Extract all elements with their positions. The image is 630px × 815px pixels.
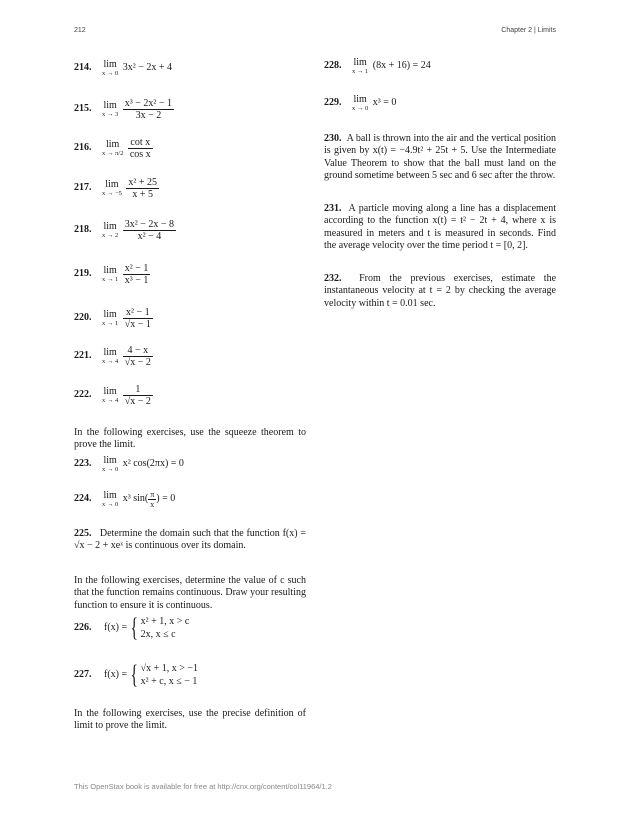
case-1: x² + 1, x > c [140,616,190,627]
limit-operator: lim x → 1 [102,265,119,283]
limit-expression: x³ = 0 [372,97,397,109]
exercise-number: 222. [74,389,92,401]
limit-operator: lim x → 4 [102,386,119,404]
exercise-229 [324,95,396,112]
case-2: 2x, x ≤ c [140,629,176,640]
exercise-number: 215. [74,103,92,115]
fraction: $\frac{\text{cot x}}{\text{cos x}}$ [129,137,151,160]
brace: { [130,613,138,642]
chapter-header: Chapter 2 | Limits [501,27,556,34]
limit-operator: lim x → 1 [352,57,369,75]
limit-operator: lim x → 0 [102,490,119,508]
exercise-number: 218. [74,224,92,236]
exercise-number: 232. [324,273,342,284]
limit-expression: (8x + 16) = 24 [372,60,431,72]
exercise-number: 217. [74,182,92,194]
function-lhs: f(x) = [104,668,128,680]
exercise-216 [74,137,153,160]
exercise-223 [74,456,184,473]
exercise-number: 216. [74,142,92,154]
exercise-number: 229. [324,97,342,109]
exercise-number: 227. [74,668,92,680]
exercise-214 [74,60,172,77]
fraction: $\frac{\pi}{x}$ [150,490,155,509]
limit-operator: lim x → 0 [102,59,119,77]
exercise-224 [74,490,175,509]
exercise-222 [74,384,153,407]
exercise-number: 225. [74,528,92,539]
fraction: $\frac{4 - x}{√x - 2}$ [124,345,151,368]
exercise-text-b: is continuous over its domain. [125,540,246,552]
exercise-226 [74,615,189,641]
exercise-number: 219. [74,268,92,280]
exercise-218 [74,219,176,242]
case-1: √x + 1, x > −1 [140,663,199,674]
exercise-text-a: Determine the domain such that the function [99,528,280,539]
function-lhs: f(x) = [104,621,128,633]
limit-operator: lim x → π/2 [102,139,124,157]
limit-expression-start: x³ sin( [122,493,149,505]
exercise-228 [324,58,431,75]
exercise-number: 221. [74,350,92,362]
exercise-215 [74,98,174,121]
exercise-number: 224. [74,493,92,505]
exercise-number: 228. [324,60,342,72]
limit-operator: lim x → 1 [102,309,119,327]
exercise-text: A particle moving along a line has a displacement according to the function x(t) = t² − 2t + 4, where x is measured in meters and t is measured in seconds. Find the average velocity over the time period t = [0, 2]. [324,203,557,252]
exercise-217 [74,177,159,200]
fraction: $\frac{\text{x² + 25}}{x + 5}$ [128,177,158,200]
piecewise-cases [141,662,198,688]
exercise-230 [324,133,556,183]
exercise-number: 226. [74,621,92,633]
limit-expression: x² cos(2πx) = 0 [122,458,184,470]
exercise-number: 231. [324,203,342,214]
exercise-227 [74,662,198,688]
limit-expression: 3x² − 2x + 4 [122,62,173,74]
exercise-219 [74,263,150,286]
limit-operator: lim x → 0 [352,94,369,112]
fraction: $\frac{1}{√x - 2}$ [124,384,151,407]
exercise-number: 220. [74,312,92,324]
fraction: $\frac{\text{x² − 1}}{\text{x³ − 1}}$ [124,263,149,286]
limit-operator: lim x → 2 [102,221,119,239]
fraction: $\frac{\text{3x² − 2x − 8}}{\text{x² − 4}}$ [124,219,175,242]
fraction: $\frac{\text{x² − 1}}{√x - 1}$ [124,307,151,330]
exercise-225 [74,528,306,553]
limit-expression-end: ) = 0 [156,493,176,505]
case-2: x² + c, x ≤ − 1 [140,676,198,687]
exercise-221 [74,345,153,368]
page-footer: This OpenStax book is available for free at http://cnx.org/content/col11964/1.2 [74,782,332,791]
limit-operator: lim x → 4 [102,347,119,365]
exercise-number: 214. [74,62,92,74]
limit-operator: lim x → 3 [102,100,119,118]
precise-definition-instructions: In the following exercises, use the precise definition of limit to prove the limit. [74,708,306,732]
continuity-instructions: In the following exercises, determine the value of c such that the function remains continuous. Draw your resulting function to ensure it is continuous. [74,575,306,611]
exercise-number: 230. [324,133,342,144]
fraction: $\frac{\text{x³ − 2x² − 1}}{3x - 2}$ [124,98,173,121]
exercise-text: From the previous exercises, estimate the instantaneous velocity at t = 2 by checking the average velocity within t = 0.01 sec. [324,273,557,309]
exercise-number: 223. [74,458,92,470]
exercise-220 [74,307,153,330]
exercise-231 [324,203,556,253]
squeeze-instructions: In the following exercises, use the squeeze theorem to prove the limit. [74,427,306,451]
limit-operator: lim x → −5 [102,179,122,197]
exercise-232 [324,273,556,310]
function-expression: f(x) = √x − 2 + xeˣ [74,528,307,552]
page-number: 212 [74,27,86,34]
limit-operator: lim x → 0 [102,455,119,473]
exercise-text: A ball is thrown into the air and the vertical position is given by x(t) = −4.9t² + 25t + 5. Use the Intermediate Value Theorem to show that the ball must land on the ground sometime between 5 sec and 6 sec after the throw. [324,133,556,182]
brace: { [130,660,138,689]
piecewise-cases [141,615,190,641]
